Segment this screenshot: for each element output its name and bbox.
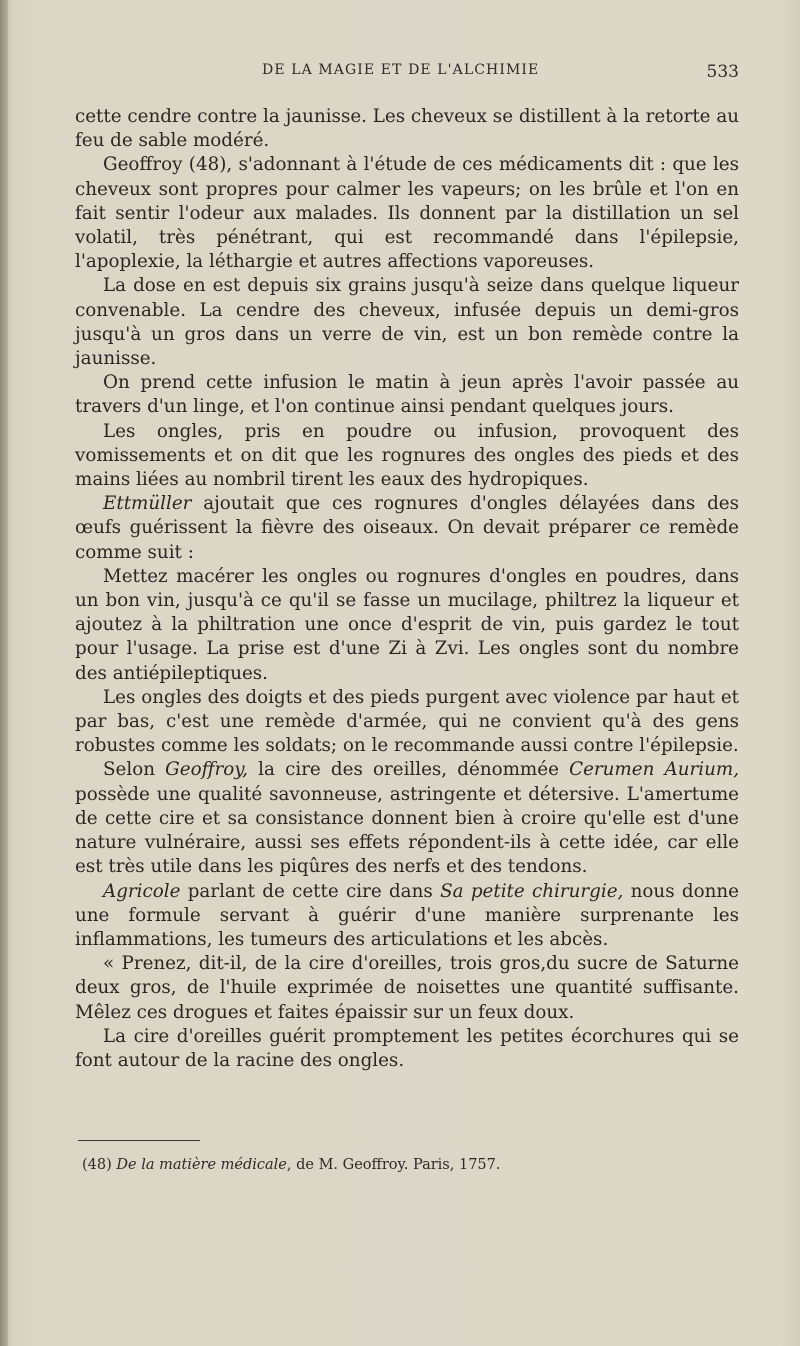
paragraph xyxy=(75,274,739,371)
text-span: possède une qualité savonneuse, astringente et détersive. L'amertume de cette cire et sa consistance donnent bien à croire qu'elle est d'une nature vulnéraire, aussi ses effets répondent-ils à cette idée, car elle est très utile dans les piqûres des nerfs et des tendons. xyxy=(75,783,739,878)
paragraph xyxy=(75,492,739,565)
text-span: ajoutait que ces rognures d'ongles délayées dans des œufs guérissent la fièvre des oiseaux. On devait préparer ce remède comme suit : xyxy=(75,493,739,563)
body-text xyxy=(75,105,739,1073)
paragraph xyxy=(75,153,739,274)
text-span: cette cendre contre la jaunisse. Les cheveux se distillent à la retorte au feu de sable modéré. xyxy=(75,106,739,152)
text-span: nous donne une formule servant à guérir d'une manière surprenante les inflammations, les tumeurs des articulations et les abcès. xyxy=(75,880,739,950)
footnote-text: , de M. Geoffroy. Paris, 1757. xyxy=(286,1157,501,1173)
italic-name: Geoffroy, xyxy=(165,759,248,781)
footnote-marker: (48) xyxy=(82,1157,112,1173)
paragraph xyxy=(75,420,739,493)
running-header xyxy=(75,62,739,86)
italic-name: Ettmüller xyxy=(103,493,192,515)
paragraph xyxy=(75,105,739,153)
paragraph xyxy=(75,880,739,953)
text-span: Les ongles des doigts et des pieds purgent avec violence par haut et par bas, c'est une remède d'armée, qui ne convient qu'à des gens robustes comme les soldats; on le recommande aussi contre l'épilepsie. xyxy=(75,686,739,757)
footnote-rule xyxy=(78,1140,200,1141)
paragraph xyxy=(75,371,739,419)
footnote-title: De la matière médicale xyxy=(116,1157,287,1173)
text-span: On prend cette infusion le matin à jeun après l'avoir passée au travers d'un linge, et l'on continue ainsi pendant quelques jours. xyxy=(75,372,739,418)
paragraph xyxy=(75,1025,739,1073)
text-span: La dose en est depuis six grains jusqu'à seize dans quelque liqueur convenable. La cendre des cheveux, infusée depuis un demi-gros jusqu'à un gros dans un verre de vin, est un bon remède contre la jaunisse. xyxy=(75,275,739,370)
page-number: 533 xyxy=(706,62,739,82)
text-span: Mettez macérer les ongles ou rognures d'ongles en poudres, dans un bon vin, jusqu'à ce qu'il se fasse un mucilage, philtrez la liqueur et ajoutez à la philtration une once d'esprit de vin, puis gardez le tout pour l'usage. La prise est d'une Zi à Zvi. Les ongles sont du nombre des antiépileptiques. xyxy=(75,565,739,684)
text-span: Les ongles, pris en poudre ou infusion, provoquent des vomissements et on dit que les rognures des ongles des pieds et des mains liées au nombril tirent les eaux des hydropiques. xyxy=(75,420,739,491)
text-span: « Prenez, dit-il, de la cire d'oreilles, trois gros,du sucre de Saturne deux gros, de l'huile exprimée de noisettes une quantité suffisante. Mêlez ces drogues et faites épaissir sur un feux doux. xyxy=(75,953,739,1023)
footnote xyxy=(82,1156,722,1174)
italic-term: Cerumen Aurium, xyxy=(569,759,740,781)
running-title: DE LA MAGIE ET DE L'ALCHIMIE xyxy=(262,62,540,78)
paragraph xyxy=(75,758,739,879)
paragraph xyxy=(75,952,739,1025)
text-span: La cire d'oreilles guérit promptement les petites écorchures qui se font autour de la racine des ongles. xyxy=(75,1025,739,1071)
italic-title: Sa petite chirurgie, xyxy=(440,880,624,902)
text-span: la cire des oreilles, dénommée xyxy=(248,759,570,781)
paragraph xyxy=(75,565,739,686)
italic-name: Agricole xyxy=(103,880,181,902)
text-span: Geoffroy (48), s'adonnant à l'étude de ces médicaments dit : que les cheveux sont propres pour calmer les vapeurs; on les brûle et l'on en fait sentir l'odeur aux malades. Ils donnent par la distillation un sel volatil, très pénétrant, qui est recommandé dans l'épilepsie, l'apoplexie, la léthargie et autres affections vaporeuses. xyxy=(75,154,739,273)
text-span: Selon xyxy=(103,759,166,781)
paragraph xyxy=(75,686,739,759)
page-spine-shadow xyxy=(0,0,8,1346)
text-span: parlant de cette cire dans xyxy=(180,880,441,902)
